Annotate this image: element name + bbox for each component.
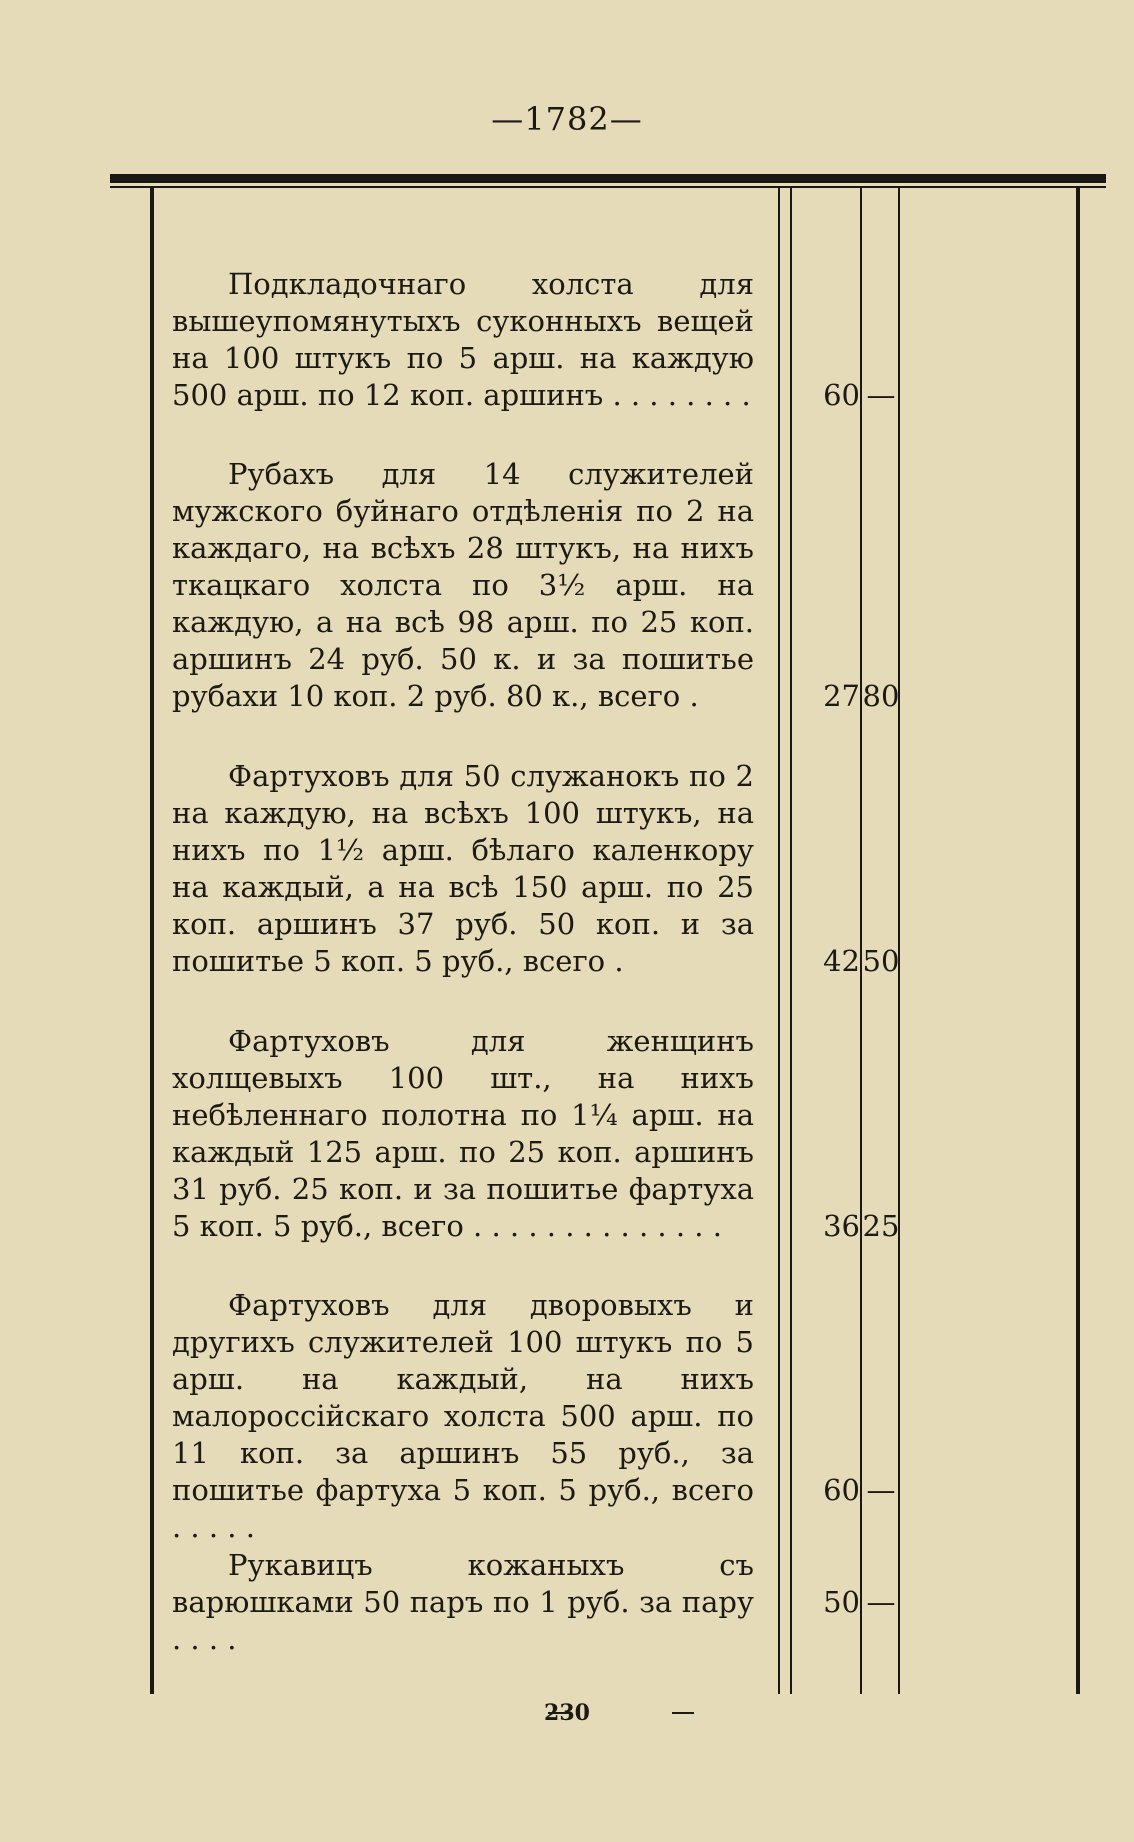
entry-text: Рукавицъ кожаныхъ съ варюшками 50 паръ по 1 руб. за пару . . . . [172, 1548, 754, 1656]
text-column-rule [778, 188, 780, 1694]
entry-text: Фартуховъ для дворовыхъ и другихъ служителей 100 штукъ по 5 арш. на каждый, на нихъ малороссійскаго холста 500 арш. по 11 коп. за аршинъ 55 руб., за пошитье фартуха 5 коп. 5 руб., всего . . . . . [172, 1288, 754, 1544]
entry-kop: 25 [862, 1209, 900, 1243]
top-rule [110, 174, 1106, 183]
entry-text: Подкладочнаго холста для вышеупомянутыхъ суконныхъ вещей на 100 штукъ по 5 арш. на каждую 500 арш. по 12 коп. аршинъ . . . . . . . . [172, 267, 754, 412]
entry-kop: 80 [862, 679, 900, 713]
entry-kop: — [866, 1473, 896, 1507]
page-number: —1782— [491, 100, 643, 138]
left-column-rule [150, 188, 154, 1694]
entry [172, 1547, 754, 1658]
entry-text: Фартуховъ для 50 служанокъ по 2 на каждую, на всѣхъ 100 штукъ, на нихъ по 1½ арш. бѣлаго каленкору на каждый, а на всѣ 150 арш. по 25 коп. аршинъ 37 руб. 50 коп. и за пошитье 5 коп. 5 руб., всего . [172, 759, 754, 978]
footer-dash-right [672, 1712, 694, 1714]
entry [172, 1287, 754, 1546]
entry [172, 1023, 754, 1245]
right-column-rule [1076, 188, 1080, 1694]
entry [172, 456, 754, 715]
entry-rub: 36 [823, 1209, 860, 1243]
footer-page-number: 230 [544, 1700, 590, 1726]
entry-text: Фартуховъ для женщинъ холщевыхъ 100 шт., на нихъ небѣленнаго полотна по 1¼ арш. на каждый 125 арш. по 25 коп. аршинъ 31 руб. 25 коп. и за пошитье фартуха 5 коп. 5 руб., всего . . . . . . . . . . . . . . [172, 1024, 754, 1243]
entry [172, 758, 754, 980]
entry-rub: 42 [823, 944, 860, 978]
entry-kop: — [866, 1585, 896, 1619]
entry-text: Рубахъ для 14 служителей мужского буйнаго отдѣленія по 2 на каждаго, на всѣхъ 28 штукъ, на нихъ ткацкаго холста по 3½ арш. на каждую, а на всѣ 98 арш. по 25 коп. аршинъ 24 руб. 50 к. и за пошитье рубахи 10 коп. 2 руб. 80 к., всего . [172, 457, 754, 713]
entry-rub: 60 [823, 1473, 860, 1507]
entry [172, 266, 754, 414]
top-rule-thin [110, 186, 1106, 188]
entry-kop: 50 [862, 944, 900, 978]
entry-rub: 60 [823, 378, 860, 412]
entry-rub: 27 [823, 679, 860, 713]
entry-rub: 50 [823, 1585, 860, 1619]
entry-kop: — [866, 378, 896, 412]
amount-column-rule [790, 188, 792, 1694]
